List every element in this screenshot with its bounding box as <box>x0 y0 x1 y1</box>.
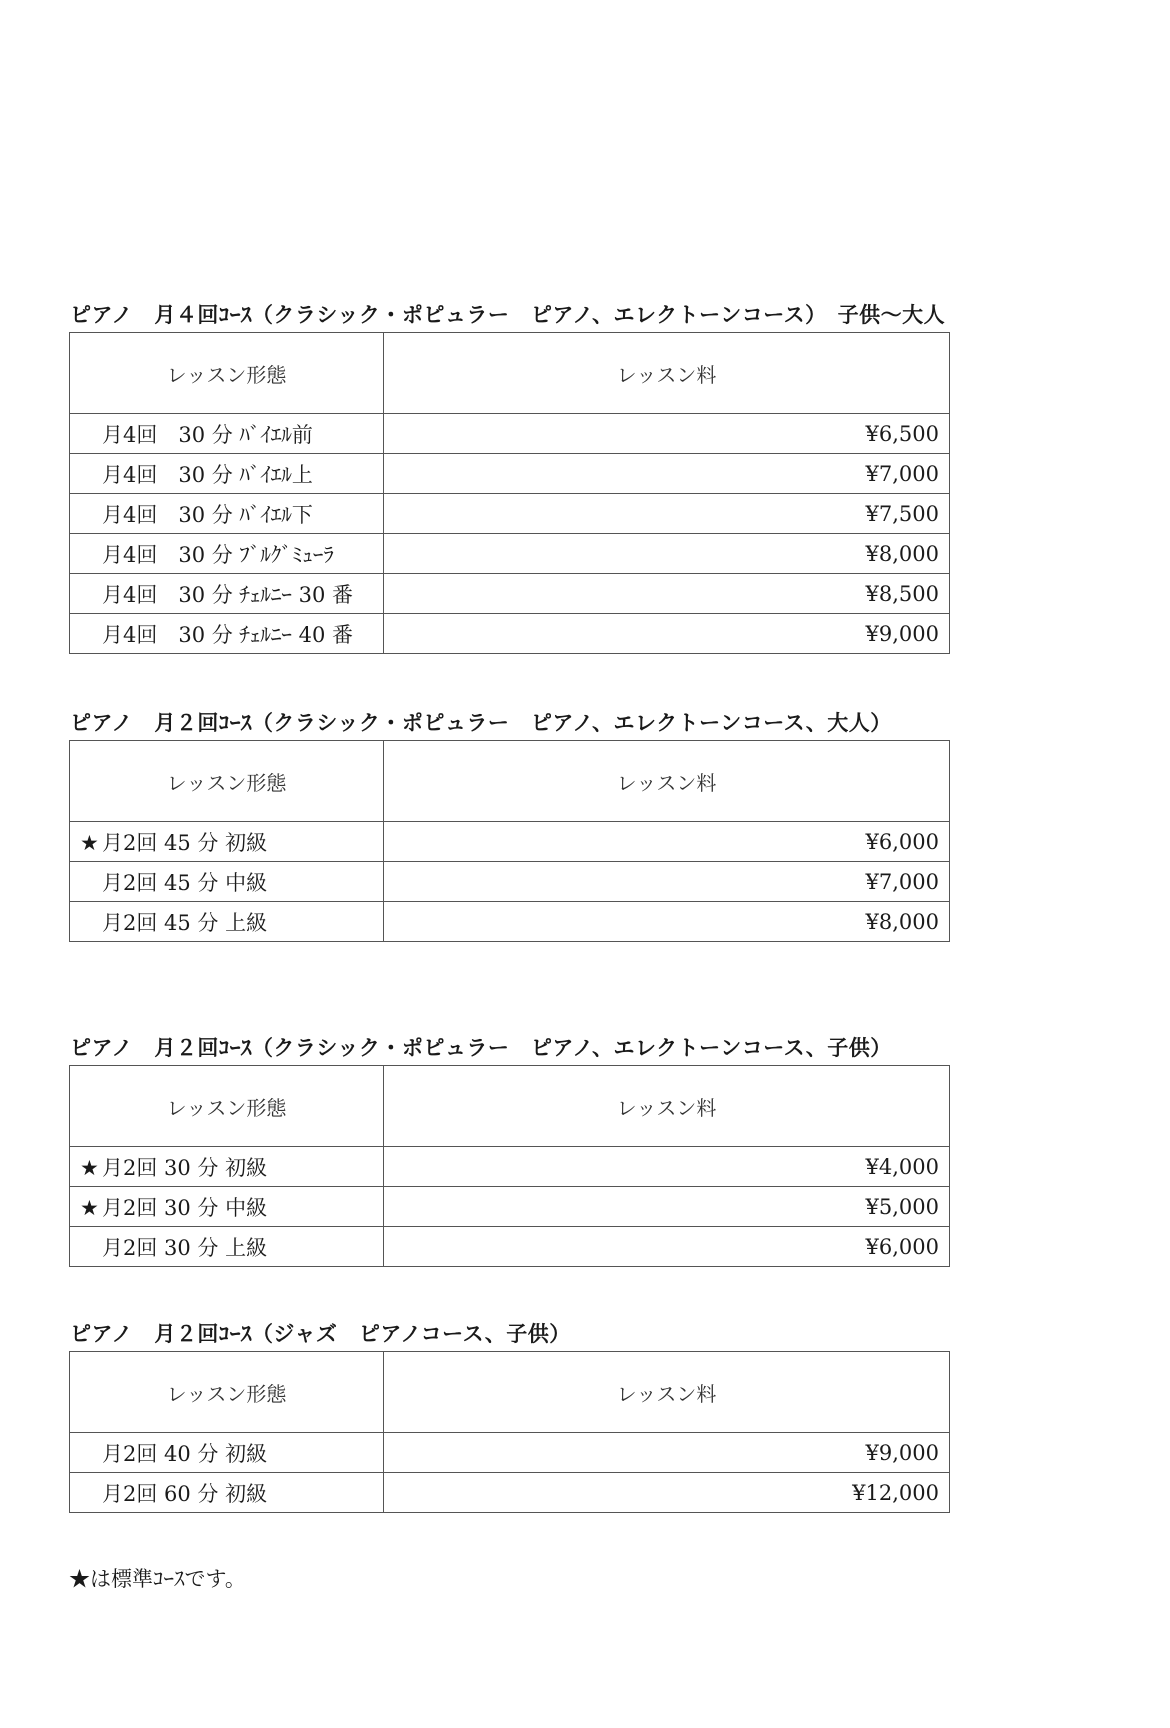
table-row <box>70 1473 950 1513</box>
course-section-3 <box>69 1031 949 1267</box>
lesson-type-cell <box>70 454 384 494</box>
lesson-type-cell <box>70 1433 384 1473</box>
lesson-type-cell <box>70 574 384 614</box>
lesson-fee-cell: ¥5,000 <box>384 1187 950 1227</box>
section-title: ピアノ 月２回ｺｰｽ（クラシック・ポピュラー ピアノ、エレクトーンコース、子供） <box>70 1036 892 1060</box>
lesson-fee-cell: ¥4,000 <box>384 1147 950 1187</box>
lesson-type-text: 月4回 30 分 ﾁｪﾙﾆｰ 40 番 <box>102 622 354 647</box>
section-title: ピアノ 月４回ｺｰｽ（クラシック・ポピュラー ピアノ、エレクトーンコース） 子供～大人 <box>70 303 946 327</box>
lesson-type-text: 月2回 30 分 初級 <box>102 1155 268 1180</box>
table-row <box>70 1187 950 1227</box>
lesson-type-cell <box>70 494 384 534</box>
lesson-fee-cell: ¥7,000 <box>384 862 950 902</box>
lesson-type-cell <box>70 1147 384 1187</box>
table-row <box>70 1227 950 1267</box>
section-title: ピアノ 月２回ｺｰｽ（クラシック・ポピュラー ピアノ、エレクトーンコース、大人） <box>70 711 892 735</box>
lesson-type-text: 月2回 45 分 初級 <box>102 830 268 855</box>
table-row <box>70 1147 950 1187</box>
lesson-type-text: 月4回 30 分 ﾊﾞｲｴﾙ上 <box>102 462 313 487</box>
lesson-type-text: 月2回 45 分 中級 <box>102 870 268 895</box>
lesson-type-cell <box>70 1187 384 1227</box>
lesson-type-text: 月4回 30 分 ﾊﾞｲｴﾙ下 <box>102 502 313 527</box>
fee-table <box>69 1351 950 1513</box>
lesson-type-cell <box>70 614 384 654</box>
table-row <box>70 414 950 454</box>
course-section-1 <box>69 298 949 654</box>
section-title: ピアノ 月２回ｺｰｽ（ジャズ ピアノコース、子供） <box>70 1322 571 1346</box>
lesson-fee-cell: ¥7,500 <box>384 494 950 534</box>
header-lesson-type: レッスン形態 <box>70 1352 384 1433</box>
header-lesson-fee: レッスン料 <box>384 1352 950 1433</box>
table-row <box>70 574 950 614</box>
lesson-type-text: 月4回 30 分 ﾌﾞﾙｸﾞﾐｭｰﾗ <box>102 542 334 567</box>
lesson-fee-cell: ¥9,000 <box>384 1433 950 1473</box>
table-row <box>70 862 950 902</box>
star-mark: ★ <box>80 1195 99 1220</box>
table-row <box>70 822 950 862</box>
star-mark: ★ <box>80 1155 99 1180</box>
footnote: ★は標準ｺｰｽです。 <box>69 1567 246 1591</box>
lesson-type-cell <box>70 862 384 902</box>
header-lesson-type: レッスン形態 <box>70 1066 384 1147</box>
lesson-type-cell <box>70 1473 384 1513</box>
header-lesson-type: レッスン形態 <box>70 333 384 414</box>
lesson-fee-cell: ¥6,500 <box>384 414 950 454</box>
header-lesson-fee: レッスン料 <box>384 741 950 822</box>
lesson-type-cell <box>70 534 384 574</box>
table-header-row <box>70 1352 950 1433</box>
course-section-4 <box>69 1317 949 1513</box>
fee-table <box>69 332 950 654</box>
table-header-row <box>70 333 950 414</box>
lesson-type-cell <box>70 414 384 454</box>
lesson-fee-cell: ¥7,000 <box>384 454 950 494</box>
lesson-fee-cell: ¥9,000 <box>384 614 950 654</box>
lesson-type-text: 月4回 30 分 ﾊﾞｲｴﾙ前 <box>102 422 313 447</box>
lesson-fee-cell: ¥12,000 <box>384 1473 950 1513</box>
table-header-row <box>70 1066 950 1147</box>
fee-table <box>69 1065 950 1267</box>
table-row <box>70 494 950 534</box>
header-lesson-fee: レッスン料 <box>384 333 950 414</box>
lesson-fee-cell: ¥8,500 <box>384 574 950 614</box>
star-mark: ★ <box>80 830 99 855</box>
table-header-row <box>70 741 950 822</box>
lesson-type-text: 月2回 40 分 初級 <box>102 1441 268 1466</box>
table-row <box>70 534 950 574</box>
lesson-fee-cell: ¥8,000 <box>384 534 950 574</box>
header-lesson-fee: レッスン料 <box>384 1066 950 1147</box>
course-section-2 <box>69 706 949 942</box>
lesson-type-text: 月4回 30 分 ﾁｪﾙﾆｰ 30 番 <box>102 582 354 607</box>
fee-table <box>69 740 950 942</box>
lesson-type-cell <box>70 902 384 942</box>
lesson-type-cell <box>70 1227 384 1267</box>
lesson-type-text: 月2回 45 分 上級 <box>102 910 268 935</box>
lesson-type-text: 月2回 30 分 上級 <box>102 1235 268 1260</box>
lesson-type-text: 月2回 30 分 中級 <box>102 1195 268 1220</box>
table-row <box>70 454 950 494</box>
lesson-type-text: 月2回 60 分 初級 <box>102 1481 268 1506</box>
lesson-type-cell <box>70 822 384 862</box>
header-lesson-type: レッスン形態 <box>70 741 384 822</box>
lesson-fee-cell: ¥6,000 <box>384 822 950 862</box>
table-row <box>70 1433 950 1473</box>
lesson-fee-cell: ¥8,000 <box>384 902 950 942</box>
table-row <box>70 902 950 942</box>
table-row <box>70 614 950 654</box>
lesson-fee-cell: ¥6,000 <box>384 1227 950 1267</box>
